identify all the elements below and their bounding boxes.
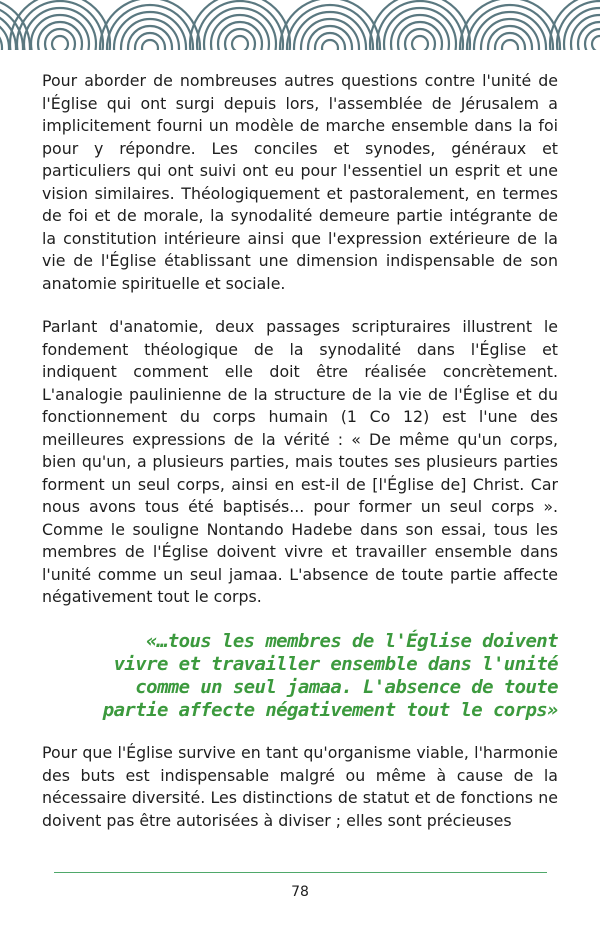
arc-ring	[31, 15, 89, 50]
arc-ring	[405, 29, 435, 50]
arc-ring	[474, 12, 546, 50]
header-decoration	[0, 0, 600, 50]
paragraph-3: Pour que l'Église survive en tant qu'organisme viable, l'harmonie des buts est indispensable malgré ou même à cause de la nécessaire diversité. Les distinctions de statut et de fonctions ne doivent pas être autorisées à diviser ; elles sont précieuses	[42, 743, 558, 830]
arc-ring	[315, 33, 345, 50]
paragraph-1: Pour aborder de nombreuses autres questions contre l'unité de l'Église qui ont surgi depuis lors, l'assemblée de Jérusalem a implicitement fourni un modèle de marche ensemble dans la foi pour y répondre. Les conciles et synodes, généraux et particuliers qui ont suivi ont eu pour l'essentiel un esprit et une vision similaires. Théologiquement et pastoralement, en termes de foi et de morale, la synodalité demeure partie intégrante de la constitution intérieure ainsi que l'expression extérieure de la vie de l'Église établissant une dimension indispensable de son anatomie spirituelle et sociale.	[42, 71, 558, 293]
arc-ring	[121, 19, 179, 50]
page-number: 78	[291, 884, 309, 900]
concentric-arcs-pattern-icon	[0, 0, 600, 50]
paragraph-2: Parlant d'anatomie, deux passages scripturaires illustrent le fondement théologique de la synodalité dans l'Église et indiquent comment elle doit être réalisée concrètement. L'analogie paulinienne de la structure de la vie de l'Église et du fonctionnement du corps humain (1 Co 12) est l'une des meilleures expressions de la vérité : « De même qu'un corps, bien qu'un, a plusieurs parties, mais toutes ses plusieurs parties forment un seul corps, ainsi en est-il de [l'Église de] Christ. Car nous avons tous été baptisés... pour former un seul corps ». Comme le souligne Nontando Hadebe dans son essai, tous les membres de l'Église doivent vivre et travailler ensemble dans l'unité comme un seul jamaa. L'absence de toute partie affecte négativement tout le corps.	[42, 317, 558, 606]
arc-ring	[294, 12, 366, 50]
arc-ring	[592, 36, 600, 50]
pull-quote: «…tous les membres de l'Église doivent vivre et travailler ensemble dans l'unité comme un seul jamaa. L'absence de toute partie affecte négativement tout le corps»	[102, 630, 558, 721]
arc-ring	[52, 36, 68, 50]
arc-ring	[391, 15, 449, 50]
arc-ring	[232, 36, 248, 50]
arc-ring	[322, 40, 338, 50]
arc-ring	[495, 33, 525, 50]
arc-ring	[211, 15, 269, 50]
arc-ring	[481, 19, 539, 50]
arc-ring	[45, 29, 75, 50]
arc-ring	[135, 33, 165, 50]
footer-divider	[54, 872, 547, 873]
arc-ring	[114, 12, 186, 50]
arc-ring	[412, 36, 428, 50]
arc-ring	[225, 29, 255, 50]
arc-ring	[301, 19, 359, 50]
arc-ring	[142, 40, 158, 50]
arc-ring	[502, 40, 518, 50]
